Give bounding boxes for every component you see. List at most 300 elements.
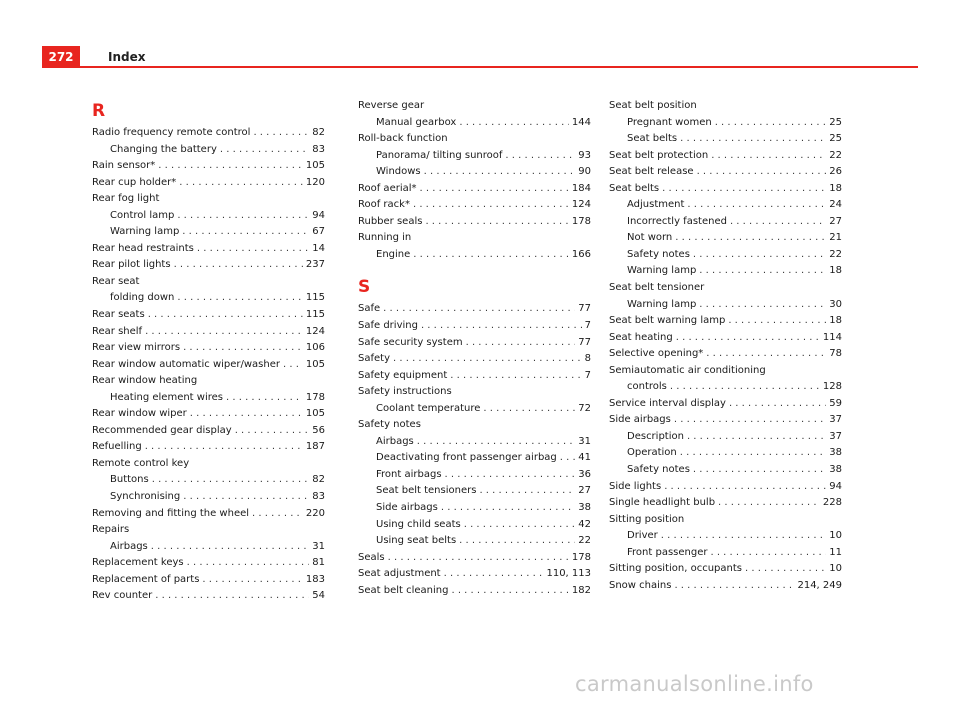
- index-subentry: [609, 445, 842, 462]
- dot-leader: [413, 247, 569, 264]
- entry-label: Incorrectly fastened: [627, 215, 727, 227]
- dot-leader: [711, 148, 826, 165]
- entry-label: Warning lamp: [110, 226, 180, 238]
- index-column-3: [609, 98, 842, 594]
- index-subentry: [358, 533, 591, 550]
- entry-page-number: 37: [829, 430, 842, 442]
- index-entry: [92, 572, 325, 589]
- index-entry: [92, 506, 325, 523]
- dot-leader: [674, 578, 794, 595]
- entry-label: Pregnant women: [627, 116, 712, 128]
- dot-leader: [715, 115, 827, 132]
- entry-page-number: 22: [829, 149, 842, 161]
- dot-leader: [183, 489, 309, 506]
- entry-label: Rear window automatic wiper/washer: [92, 358, 280, 370]
- index-entry: [609, 561, 842, 578]
- entry-page-number: 27: [829, 215, 842, 227]
- entry-page-number: 187: [305, 441, 325, 453]
- entry-page-number: 214, 249: [797, 579, 842, 591]
- index-entry: [609, 412, 842, 429]
- index-subentry: [609, 462, 842, 479]
- dot-leader: [413, 197, 569, 214]
- entry-page-number: 93: [578, 149, 591, 161]
- dot-leader: [151, 539, 310, 556]
- index-subentry: [92, 208, 325, 225]
- dot-leader: [393, 351, 582, 368]
- entry-label: Safe driving: [358, 320, 418, 332]
- entry-page-number: 81: [312, 557, 325, 569]
- index-subentry: [609, 197, 842, 214]
- watermark: carmanualsonline.info: [575, 672, 814, 696]
- index-entry: [358, 550, 591, 567]
- entry-page-number: 82: [312, 127, 325, 138]
- dot-leader: [152, 472, 310, 489]
- entry-page-number: 27: [578, 485, 591, 497]
- index-heading: Remote control key: [92, 457, 190, 469]
- dot-leader: [459, 115, 569, 132]
- entry-label: Roof aerial*: [358, 182, 417, 194]
- entry-page-number: 105: [305, 358, 325, 370]
- entry-page-number: 8: [584, 353, 591, 365]
- entry-label: Single headlight bulb: [609, 497, 716, 509]
- entry-label: Replacement of parts: [92, 573, 200, 585]
- header-divider: [42, 66, 918, 68]
- index-subentry: [358, 401, 591, 418]
- entry-label: Replacement keys: [92, 557, 184, 569]
- entry-page-number: 72: [578, 402, 591, 414]
- index-heading: Rear fog light: [92, 193, 160, 205]
- entry-label: Seat belt tensioners: [376, 485, 477, 497]
- dot-leader: [182, 224, 309, 241]
- index-heading: Safety notes: [358, 419, 421, 431]
- index-entry: [92, 307, 325, 324]
- entry-label: Selective opening*: [609, 348, 704, 360]
- entry-label: Operation: [627, 447, 677, 459]
- dot-leader: [145, 324, 303, 341]
- index-subentry: [358, 450, 591, 467]
- entry-label: Driver: [627, 530, 658, 542]
- index-entry: [358, 214, 591, 231]
- index-entry: [92, 439, 325, 456]
- entry-page-number: 21: [829, 232, 842, 244]
- entry-label: Adjustment: [627, 199, 685, 211]
- entry-label: Seals: [358, 551, 385, 563]
- entry-label: Description: [627, 430, 684, 442]
- dot-leader: [699, 297, 826, 314]
- dot-leader: [560, 450, 575, 467]
- entry-page-number: 183: [305, 573, 325, 585]
- entry-label: Seat belt warning lamp: [609, 315, 726, 327]
- dot-leader: [190, 406, 303, 423]
- entry-page-number: 82: [312, 474, 325, 486]
- index-subentry: [609, 545, 842, 562]
- index-subentry: [609, 429, 842, 446]
- entry-page-number: 31: [312, 540, 325, 552]
- dot-leader: [483, 401, 575, 418]
- dot-leader: [226, 390, 303, 407]
- index-subentry: [358, 247, 591, 264]
- dot-leader: [420, 181, 569, 198]
- dot-leader: [445, 467, 576, 484]
- entry-page-number: 22: [829, 248, 842, 260]
- entry-page-number: 22: [578, 535, 591, 547]
- entry-label: Manual gearbox: [376, 116, 457, 128]
- entry-page-number: 115: [305, 292, 325, 304]
- index-entry: [92, 125, 325, 142]
- entry-page-number: 83: [312, 491, 325, 503]
- entry-label: Front passenger: [627, 546, 708, 558]
- index-subentry: [92, 489, 325, 506]
- index-subentry: [609, 263, 842, 280]
- entry-label: Heating element wires: [110, 391, 223, 403]
- entry-label: Rain sensor*: [92, 160, 156, 172]
- entry-page-number: 77: [578, 303, 591, 315]
- index-section-letter: S: [358, 277, 371, 298]
- dot-leader: [145, 439, 303, 456]
- dot-leader: [674, 412, 826, 429]
- dot-leader: [730, 214, 826, 231]
- entry-page-number: 18: [829, 265, 842, 277]
- index-entry: [358, 301, 591, 318]
- entry-page-number: 77: [578, 336, 591, 348]
- index-entry: [358, 368, 591, 385]
- index-heading: Seat belt tensioner: [609, 282, 705, 294]
- entry-label: Seat heating: [609, 331, 673, 343]
- entry-page-number: 106: [305, 342, 325, 354]
- index-entry: [609, 495, 842, 512]
- entry-page-number: 26: [829, 166, 842, 178]
- index-entry: [358, 197, 591, 214]
- entry-label: Seat belts: [609, 182, 660, 194]
- entry-page-number: 31: [578, 435, 591, 447]
- index-subentry: [358, 517, 591, 534]
- index-subentry: [609, 297, 842, 314]
- entry-page-number: 24: [829, 199, 842, 211]
- entry-page-number: 94: [829, 480, 842, 492]
- dot-leader: [177, 290, 303, 307]
- dot-leader: [179, 175, 303, 192]
- index-subentry: [358, 500, 591, 517]
- entry-page-number: 178: [305, 391, 325, 403]
- index-entry: [609, 181, 842, 198]
- entry-label: Side airbags: [609, 414, 671, 426]
- index-subentry: [609, 131, 842, 148]
- entry-page-number: 178: [571, 551, 591, 563]
- dot-leader: [464, 517, 576, 534]
- dot-leader: [177, 208, 309, 225]
- entry-label: Rear window wiper: [92, 408, 187, 420]
- index-heading: Reverse gear: [358, 100, 425, 111]
- dot-leader: [444, 566, 544, 583]
- index-entry: [92, 357, 325, 374]
- dot-leader: [697, 164, 827, 181]
- entry-label: Sitting position, occupants: [609, 563, 742, 575]
- entry-page-number: 105: [305, 408, 325, 420]
- dot-leader: [417, 434, 576, 451]
- entry-label: Windows: [376, 166, 421, 178]
- entry-page-number: 10: [829, 530, 842, 542]
- dot-leader: [680, 445, 827, 462]
- entry-label: Safety equipment: [358, 369, 448, 381]
- index-heading: Semiautomatic air conditioning: [609, 364, 766, 376]
- dot-leader: [155, 588, 309, 605]
- page-number: 272: [42, 46, 80, 67]
- entry-label: Using seat belts: [376, 535, 457, 547]
- entry-page-number: 124: [571, 199, 591, 211]
- dot-leader: [699, 263, 826, 280]
- index-column-2: [358, 98, 591, 599]
- dot-leader: [729, 396, 826, 413]
- dot-leader: [202, 572, 302, 589]
- entry-page-number: 144: [571, 116, 591, 128]
- entry-page-number: 38: [578, 502, 591, 514]
- entry-label: Seat adjustment: [358, 568, 441, 580]
- dot-leader: [174, 257, 303, 274]
- entry-label: Rear pilot lights: [92, 259, 171, 271]
- index-heading: Rear seat: [92, 275, 140, 287]
- dot-leader: [388, 550, 569, 567]
- entry-page-number: 228: [822, 497, 842, 509]
- dot-leader: [670, 379, 820, 396]
- index-subentry: [92, 539, 325, 556]
- index-heading: Running in: [358, 232, 412, 244]
- index-heading: Sitting position: [609, 513, 685, 525]
- entry-page-number: 25: [829, 116, 842, 128]
- entry-page-number: 42: [578, 518, 591, 530]
- dot-leader: [693, 247, 826, 264]
- dot-leader: [148, 307, 303, 324]
- entry-label: Seat belt protection: [609, 149, 709, 161]
- entry-label: Radio frequency remote control: [92, 127, 251, 138]
- entry-label: Synchronising: [110, 491, 181, 503]
- dot-leader: [664, 479, 826, 496]
- entry-label: controls: [627, 381, 667, 393]
- entry-page-number: 110, 113: [546, 568, 591, 580]
- entry-label: Recommended gear display: [92, 424, 232, 436]
- dot-leader: [706, 346, 826, 363]
- index-heading: Roll-back function: [358, 133, 448, 145]
- index-subentry: [92, 290, 325, 307]
- page-title: Index: [108, 50, 146, 64]
- entry-page-number: 11: [829, 546, 842, 558]
- entry-page-number: 182: [571, 584, 591, 596]
- entry-page-number: 114: [822, 331, 842, 343]
- index-subentry: [92, 142, 325, 159]
- index-entry: [92, 241, 325, 258]
- entry-label: Safety notes: [627, 464, 690, 476]
- entry-page-number: 25: [829, 133, 842, 145]
- entry-label: Front airbags: [376, 468, 442, 480]
- dot-leader: [661, 528, 826, 545]
- entry-page-number: 54: [312, 590, 325, 602]
- entry-page-number: 38: [829, 447, 842, 459]
- entry-page-number: 78: [829, 348, 842, 360]
- dot-leader: [425, 214, 568, 231]
- index-subentry: [358, 164, 591, 181]
- entry-label: Coolant temperature: [376, 402, 481, 414]
- entry-page-number: 124: [305, 325, 325, 337]
- dot-leader: [479, 483, 575, 500]
- dot-leader: [283, 357, 303, 374]
- index-heading: Rear window heating: [92, 375, 198, 387]
- dot-leader: [675, 230, 826, 247]
- entry-label: Seat belts: [627, 133, 678, 145]
- entry-page-number: 90: [578, 166, 591, 178]
- index-entry: [609, 164, 842, 181]
- index-entry: [609, 578, 842, 595]
- entry-label: Engine: [376, 248, 411, 260]
- index-entry: [358, 335, 591, 352]
- entry-page-number: 30: [829, 298, 842, 310]
- entry-label: Safe security system: [358, 336, 463, 348]
- index-entry: [92, 340, 325, 357]
- dot-leader: [728, 313, 826, 330]
- index-entry: [609, 148, 842, 165]
- index-subentry: [92, 390, 325, 407]
- entry-page-number: 18: [829, 315, 842, 327]
- entry-page-number: 178: [571, 215, 591, 227]
- index-subentry: [609, 379, 842, 396]
- entry-label: Panorama/ tilting sunroof: [376, 149, 503, 161]
- entry-page-number: 184: [571, 182, 591, 194]
- entry-page-number: 237: [305, 259, 325, 271]
- entry-label: Roof rack*: [358, 199, 410, 211]
- index-subentry: [358, 115, 591, 132]
- dot-leader: [745, 561, 826, 578]
- dot-leader: [451, 583, 568, 600]
- index-entry: [92, 257, 325, 274]
- entry-label: Side airbags: [376, 502, 438, 514]
- entry-label: Warning lamp: [627, 265, 697, 277]
- dot-leader: [710, 545, 826, 562]
- entry-label: Seat belt release: [609, 166, 694, 178]
- dot-leader: [459, 533, 575, 550]
- index-heading: Safety instructions: [358, 386, 452, 398]
- entry-page-number: 14: [312, 242, 325, 254]
- index-entry: [609, 346, 842, 363]
- dot-leader: [235, 423, 310, 440]
- dot-leader: [187, 555, 310, 572]
- index-entry: [92, 158, 325, 175]
- dot-leader: [687, 429, 826, 446]
- index-entry: [358, 351, 591, 368]
- entry-page-number: 36: [578, 468, 591, 480]
- dot-leader: [687, 197, 826, 214]
- index-subentry: [609, 528, 842, 545]
- entry-label: Warning lamp: [627, 298, 697, 310]
- dot-leader: [183, 340, 303, 357]
- entry-label: Buttons: [110, 474, 149, 486]
- entry-page-number: 128: [822, 381, 842, 393]
- index-entry: [92, 423, 325, 440]
- entry-label: Rear view mirrors: [92, 342, 181, 354]
- index-subentry: [358, 148, 591, 165]
- index-entry: [358, 318, 591, 335]
- dot-leader: [676, 330, 820, 347]
- entry-label: Refuelling: [92, 441, 142, 453]
- entry-page-number: 166: [571, 248, 591, 260]
- index-entry: [358, 181, 591, 198]
- dot-leader: [197, 241, 309, 258]
- dot-leader: [466, 335, 576, 352]
- entry-page-number: 59: [829, 397, 842, 409]
- dot-leader: [220, 142, 309, 159]
- index-column-1: [92, 98, 325, 605]
- index-entry: [358, 583, 591, 600]
- dot-leader: [252, 506, 303, 523]
- index-entry: [609, 479, 842, 496]
- dot-leader: [158, 158, 303, 175]
- entry-label: Rear seats: [92, 309, 145, 321]
- index-subentry: [609, 230, 842, 247]
- index-entry: [358, 566, 591, 583]
- index-heading: Seat belt position: [609, 100, 697, 111]
- entry-label: Seat belt cleaning: [358, 584, 449, 596]
- dot-leader: [450, 368, 581, 385]
- dot-leader: [662, 181, 826, 198]
- dot-leader: [253, 125, 309, 142]
- entry-label: Side lights: [609, 480, 662, 492]
- entry-label: Deactivating front passenger airbag: [376, 452, 557, 464]
- dot-leader: [441, 500, 575, 517]
- entry-page-number: 7: [584, 369, 591, 381]
- index-entry: [609, 313, 842, 330]
- entry-page-number: 115: [305, 309, 325, 321]
- entry-label: Rubber seals: [358, 215, 423, 227]
- index-subentry: [358, 467, 591, 484]
- entry-page-number: 10: [829, 563, 842, 575]
- index-subentry: [92, 472, 325, 489]
- entry-label: Airbags: [376, 435, 414, 447]
- index-subentry: [609, 115, 842, 132]
- entry-label: Safety notes: [627, 248, 690, 260]
- entry-page-number: 56: [312, 424, 325, 436]
- entry-label: Using child seats: [376, 518, 461, 530]
- entry-page-number: 120: [305, 176, 325, 188]
- index-subentry: [609, 247, 842, 264]
- entry-page-number: 37: [829, 414, 842, 426]
- entry-page-number: 41: [578, 452, 591, 464]
- index-entry: [92, 555, 325, 572]
- dot-leader: [680, 131, 826, 148]
- entry-label: Safe: [358, 303, 381, 315]
- entry-page-number: 94: [312, 209, 325, 221]
- entry-page-number: 67: [312, 226, 325, 238]
- entry-label: Safety: [358, 353, 390, 365]
- entry-label: Snow chains: [609, 579, 672, 591]
- dot-leader: [383, 301, 575, 318]
- index-entry: [609, 330, 842, 347]
- entry-page-number: 105: [305, 160, 325, 172]
- entry-label: Changing the battery: [110, 143, 217, 155]
- dot-leader: [505, 148, 575, 165]
- entry-label: Removing and fitting the wheel: [92, 507, 250, 519]
- dot-leader: [421, 318, 582, 335]
- index-subentry: [358, 483, 591, 500]
- index-subentry: [358, 434, 591, 451]
- index-entry: [609, 396, 842, 413]
- index-entry: [92, 324, 325, 341]
- index-subentry: [92, 224, 325, 241]
- entry-page-number: 83: [312, 143, 325, 155]
- dot-leader: [424, 164, 576, 181]
- index-entry: [92, 406, 325, 423]
- index-section-letter: R: [92, 101, 106, 121]
- index-subentry: [609, 214, 842, 231]
- index-entry: [92, 175, 325, 192]
- entry-label: folding down: [110, 292, 175, 304]
- entry-page-number: 38: [829, 464, 842, 476]
